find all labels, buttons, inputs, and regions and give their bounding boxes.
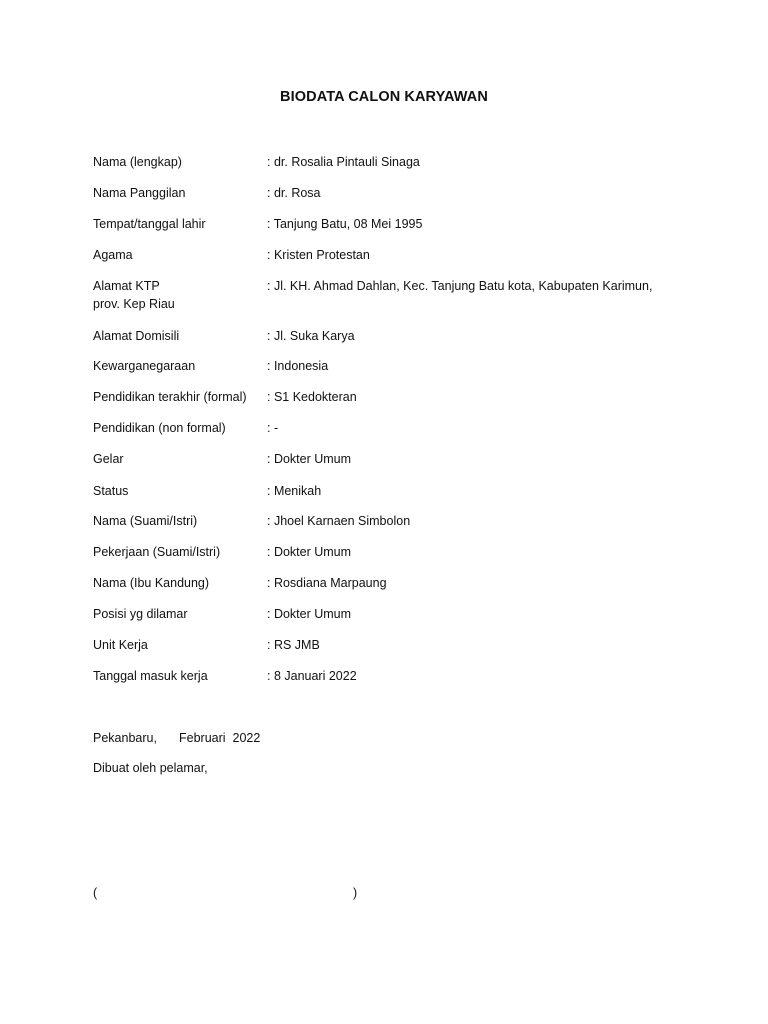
- field-label: Kewarganegaraan: [93, 359, 196, 373]
- field-value: : S1 Kedokteran: [267, 390, 357, 404]
- field-label: Pendidikan (non formal): [93, 421, 226, 435]
- field-label: Status: [93, 484, 129, 498]
- field-label: Unit Kerja: [93, 638, 148, 652]
- field-value: : Rosdiana Marpaung: [267, 576, 387, 590]
- field-row-pendidikan-formal: [93, 391, 693, 409]
- field-value: : Jl. Suka Karya: [267, 329, 355, 343]
- field-label: Posisi yg dilamar: [93, 607, 188, 621]
- field-value: : Dokter Umum: [267, 452, 352, 466]
- field-label: Tempat/tanggal lahir: [93, 217, 206, 231]
- field-label: Tanggal masuk kerja: [93, 669, 208, 683]
- field-label: Pendidikan terakhir (formal): [93, 390, 247, 404]
- field-row-posisi-dilamar: [93, 608, 693, 626]
- signature-open-paren: (: [93, 886, 98, 900]
- field-value: : RS JMB: [267, 638, 320, 652]
- field-label: Pekerjaan (Suami/Istri): [93, 545, 221, 559]
- field-value: : Jhoel Karnaen Simbolon: [267, 514, 411, 528]
- field-value: : dr. Rosalia Pintauli Sinaga: [267, 155, 420, 169]
- field-label: Alamat Domisili: [93, 329, 180, 343]
- field-row-alamat-ktp: [93, 280, 693, 298]
- field-value: : Kristen Protestan: [267, 248, 370, 262]
- field-row-kewarganegaraan: [93, 360, 693, 378]
- closing-month-year: Februari 2022: [179, 731, 261, 745]
- field-row-nama-lengkap: [93, 156, 693, 174]
- field-row-unit-kerja: [93, 639, 693, 657]
- field-row-nama-panggilan: [93, 187, 693, 205]
- field-row-nama-ibu-kandung: [93, 577, 693, 595]
- field-row-pendidikan-non-formal: [93, 422, 693, 440]
- field-label: Nama Panggilan: [93, 186, 186, 200]
- field-label: Nama (lengkap): [93, 155, 182, 169]
- field-label: Nama (Suami/Istri): [93, 514, 198, 528]
- field-label: Alamat KTP: [93, 279, 160, 293]
- field-row-tanggal-masuk-kerja: [93, 670, 693, 688]
- field-value: : dr. Rosa: [267, 186, 321, 200]
- field-value: : Dokter Umum: [267, 607, 352, 621]
- closing-place: Pekanbaru,: [93, 731, 157, 745]
- field-row-pekerjaan-suami-istri: [93, 546, 693, 564]
- field-value: : Indonesia: [267, 359, 329, 373]
- closing-made-by: Dibuat oleh pelamar,: [93, 761, 208, 775]
- field-row-status: [93, 485, 693, 503]
- signature-close-paren: ): [353, 886, 358, 900]
- address-continuation: prov. Kep Riau: [93, 297, 175, 311]
- field-row-alamat-domisili: [93, 330, 693, 348]
- field-label: Nama (Ibu Kandung): [93, 576, 210, 590]
- field-label: Gelar: [93, 452, 124, 466]
- field-value: : -: [267, 421, 279, 435]
- field-value: : Jl. KH. Ahmad Dahlan, Kec. Tanjung Batu kota, Kabupaten Karimun,: [267, 279, 653, 293]
- field-row-nama-suami-istri: [93, 515, 693, 533]
- field-row-tempat-tanggal-lahir: [93, 218, 693, 236]
- document-title: BIODATA CALON KARYAWAN: [280, 89, 488, 105]
- field-value: : Menikah: [267, 484, 322, 498]
- field-value: : Dokter Umum: [267, 545, 352, 559]
- field-value: : Tanjung Batu, 08 Mei 1995: [267, 217, 423, 231]
- closing-place-date: [93, 732, 393, 750]
- field-value: : 8 Januari 2022: [267, 669, 357, 683]
- field-label: Agama: [93, 248, 133, 262]
- field-row-gelar: [93, 453, 693, 471]
- field-row-agama: [93, 249, 693, 267]
